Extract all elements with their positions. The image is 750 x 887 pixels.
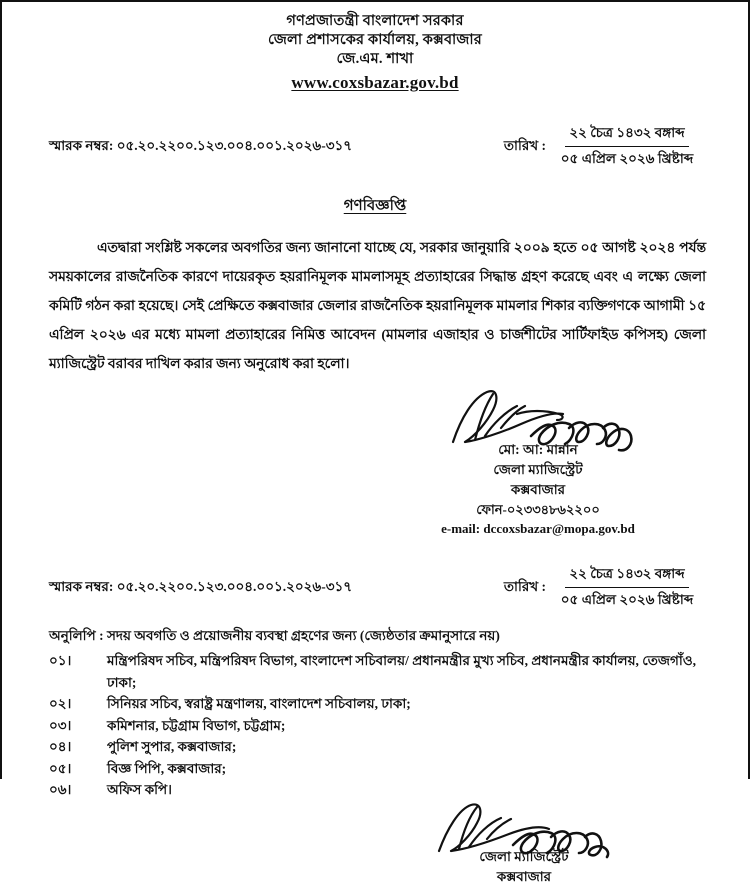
distribution-section: [49, 625, 706, 801]
signature-block-bottom: [374, 799, 674, 887]
memo-number-top: স্মারক নম্বর: ০৫.২০.২২০০.১২৩.০০৪.০০১.২০২৬-৩১৭: [49, 138, 353, 153]
list-item: [49, 715, 706, 737]
list-item: [49, 693, 706, 715]
signatory-designation: জেলা ম্যাজিস্ট্রেট: [493, 462, 583, 477]
list-item-text: কমিশনার, চট্টগ্রাম বিভাগ, চট্টগ্রাম;: [107, 717, 286, 733]
signatory-designation: জেলা ম্যাজিস্ট্রেট: [479, 848, 569, 864]
list-item-text: অফিস কপি।: [107, 782, 173, 797]
memo-row-bottom: [2, 562, 748, 613]
date-bengali-bottom: ২২ চৈত্র ১৪৩২ বঙ্গাব্দ: [565, 562, 688, 588]
list-item-text: সিনিয়র সচিব, স্বরাষ্ট্র মন্ত্রণালয়, বাংলাদেশ সচিবালয়, ঢাকা;: [107, 696, 411, 711]
government-name: গণপ্রজাতন্ত্রী বাংলাদেশ সরকার: [286, 13, 464, 29]
signature-block-top: [388, 384, 688, 538]
list-item-number: ০৫।: [49, 760, 72, 776]
list-item-text: বিজ্ঞ পিপি, কক্সবাজার;: [107, 760, 227, 776]
list-item-text: পুলিশ সুপার, কক্সবাজার;: [107, 739, 237, 754]
signatory-office: কক্সবাজার: [510, 482, 566, 497]
list-item-number: ০৪।: [49, 739, 72, 754]
list-item-number: ০২।: [49, 696, 72, 711]
list-item: [49, 779, 706, 801]
page-title: [2, 194, 748, 219]
list-item-number: ০৬।: [49, 782, 72, 797]
date-block-bottom: [504, 562, 702, 613]
date-label-bottom: তারিখ :: [503, 579, 546, 594]
document-header: [2, 2, 748, 93]
office-name: জেলা প্রশাসকের কার্যালয়, কক্সবাজার: [268, 32, 482, 48]
memo-number-bottom: স্মারক নম্বর: ০৫.২০.২২০০.১২৩.০০৪.০০১.২০২৬-৩১৭: [49, 579, 353, 594]
date-label-top: তারিখ :: [503, 138, 546, 153]
list-item: [49, 758, 706, 780]
date-gregorian-top: ০৫ এপ্রিল ২০২৬ খ্রিষ্টাব্দ: [560, 151, 694, 166]
distribution-list: [49, 650, 706, 801]
date-bengali-top: ২২ চৈত্র ১৪৩২ বঙ্গাব্দ: [565, 121, 688, 147]
list-item-number: ০১।: [49, 653, 72, 668]
page-title-text: গণবিজ্ঞপ্তি: [343, 198, 407, 214]
signatory-email: e-mail: dccoxsbazar@mopa.gov.bd: [441, 521, 635, 536]
website-url[interactable]: www.coxsbazar.gov.bd: [291, 73, 459, 92]
list-item: [49, 736, 706, 758]
list-item: [49, 650, 706, 693]
signatory-name: মো: আ: মান্নান: [498, 442, 578, 457]
body-paragraph: এতদ্বারা সংশ্লিষ্ট সকলের অবগতির জন্য জানানো যাচ্ছে যে, সরকার জানুয়ারি ২০০৯ হতে ০৫ আগষ্ট ২০২৪ পর্যন্ত সময়কালের রাজনৈতিক কারণে দায়েরকৃত হয়রানিমূলক মামলাসমূহ প্রত্যাহারের সিদ্ধান্ত গ্রহণ করেছে এবং এ লক্ষ্যে জেলা কমিটি গঠন করা হয়েছে। সেই প্রেক্ষিতে কক্সবাজার জেলার রাজনৈতিক হয়রানিমূলক মামলার শিকার ব্যক্তিগণকে আগামী ১৫ এপ্রিল ২০২৬ এর মধ্যে মামলা প্রত্যাহারের নিমিত্ত আবেদন (মামলার এজাহার ও চার্জশীটের সার্টিফাইড কপিসহ) জেলা ম্যাজিস্ট্রেট বরাবর দাখিল করার জন্য অনুরোধ করা হলো।: [49, 240, 706, 371]
list-item-text: মন্ত্রিপরিষদ সচিব, মন্ত্রিপরিষদ বিভাগ, বাংলাদেশ সচিবালয়/ প্রধানমন্ত্রীর মুখ্য সচিব, প্রধানমন্ত্রীর কার্যালয়, তেজগাঁও, ঢাকা;: [107, 653, 697, 690]
list-item-number: ০৩।: [49, 717, 72, 733]
signatory-phone: ফোন-০২৩৩৪৮৬২২০০: [476, 502, 600, 517]
branch-name: জে.এম. শাখা: [336, 51, 414, 67]
distribution-heading: অনুলিপি : সদয় অবগতি ও প্রয়োজনীয় ব্যবস্থা গ্রহণের জন্য (জ্যেষ্ঠতার ক্রমানুসারে নয়): [49, 628, 500, 643]
memo-row-top: [2, 121, 748, 172]
date-block-top: [504, 121, 702, 172]
signatory-office: কক্সবাজার: [496, 868, 552, 884]
date-gregorian-bottom: ০৫ এপ্রিল ২০২৬ খ্রিষ্টাব্দ: [560, 592, 694, 607]
